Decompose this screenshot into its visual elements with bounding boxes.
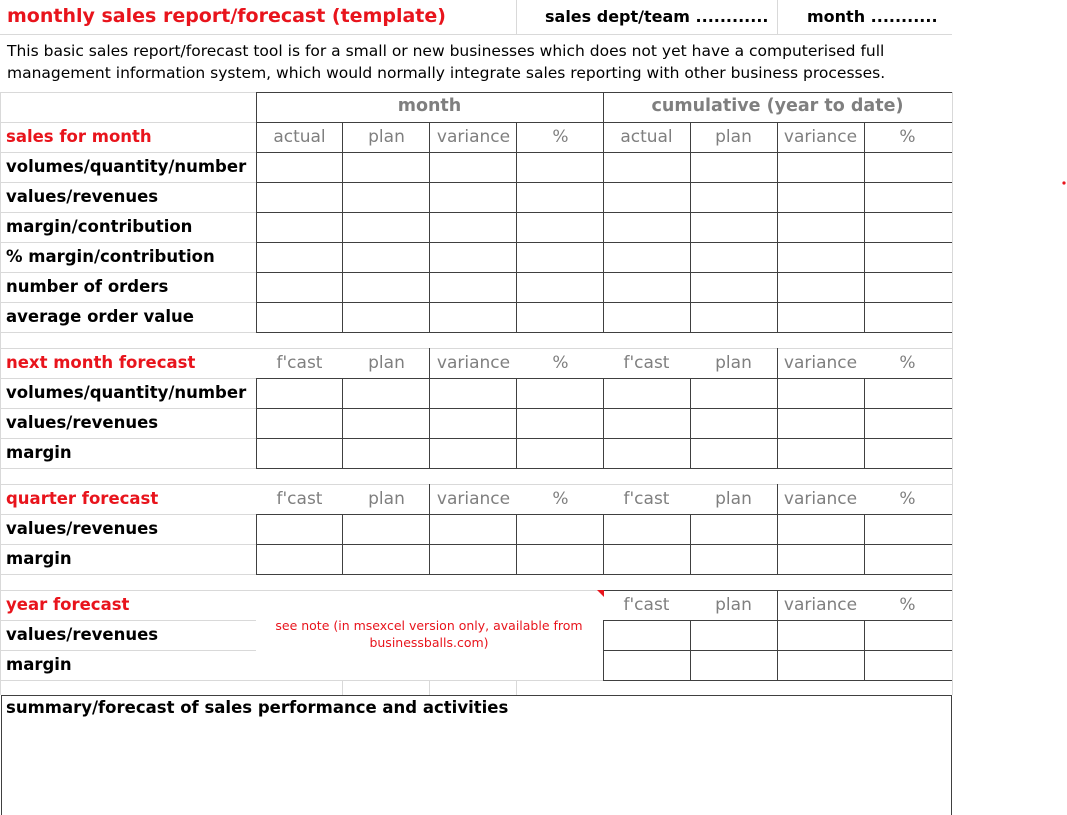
col-header: variance bbox=[783, 489, 858, 509]
row-label: values/revenues bbox=[6, 413, 159, 432]
col-header: variance bbox=[436, 127, 511, 147]
col-header: plan bbox=[715, 353, 752, 373]
section-title-year-forecast: year forecast bbox=[6, 595, 130, 614]
year-forecast-note: see note (in msexcel version only, available from businessballs.com) bbox=[275, 618, 583, 650]
col-header: actual bbox=[620, 127, 673, 147]
col-header: % bbox=[552, 127, 569, 147]
row-label: values/revenues bbox=[6, 625, 159, 644]
intro-text: This basic sales report/forecast tool is for a small or new businesses which does not yet have a computerised full management information system, which would normally integrate sales reporting with other business processes. bbox=[7, 42, 886, 82]
col-header: plan bbox=[368, 353, 405, 373]
col-header: f'cast bbox=[276, 353, 323, 373]
col-header: plan bbox=[715, 127, 752, 147]
col-header: variance bbox=[436, 489, 511, 509]
row-label: margin bbox=[6, 549, 72, 568]
row-label: margin bbox=[6, 443, 72, 462]
row-label: margin bbox=[6, 655, 72, 674]
col-header: % bbox=[899, 489, 916, 509]
col-header: % bbox=[552, 489, 569, 509]
col-header: f'cast bbox=[623, 489, 670, 509]
col-header: variance bbox=[783, 353, 858, 373]
row-label: % margin/contribution bbox=[6, 247, 215, 266]
col-header: variance bbox=[436, 353, 511, 373]
col-header: variance bbox=[783, 127, 858, 147]
section-title-quarter-forecast: quarter forecast bbox=[6, 489, 159, 508]
row-label: number of orders bbox=[6, 277, 169, 296]
row-label: margin/contribution bbox=[6, 217, 193, 236]
stray-dot bbox=[1062, 181, 1065, 184]
col-header: % bbox=[899, 595, 916, 615]
row-label: values/revenues bbox=[6, 187, 159, 206]
group-header-month: month bbox=[397, 96, 462, 116]
col-header: f'cast bbox=[623, 595, 670, 615]
col-header: plan bbox=[715, 595, 752, 615]
summary-text-area[interactable] bbox=[2, 720, 951, 814]
dept-label[interactable]: sales dept/team ............ bbox=[545, 7, 769, 26]
row-label: values/revenues bbox=[6, 519, 159, 538]
page-title: monthly sales report/forecast (template) bbox=[7, 5, 446, 27]
group-header-cumulative: cumulative (year to date) bbox=[651, 96, 904, 116]
col-header: plan bbox=[368, 127, 405, 147]
col-header: % bbox=[899, 127, 916, 147]
col-header: variance bbox=[783, 595, 858, 615]
col-header: plan bbox=[715, 489, 752, 509]
row-label: average order value bbox=[6, 307, 194, 326]
summary-title: summary/forecast of sales performance and activities bbox=[6, 698, 509, 717]
section-title-next-month-forecast: next month forecast bbox=[6, 353, 196, 372]
col-header: f'cast bbox=[276, 489, 323, 509]
row-label: volumes/quantity/number bbox=[6, 383, 247, 402]
col-header: f'cast bbox=[623, 353, 670, 373]
month-label[interactable]: month ........... bbox=[807, 7, 938, 26]
col-header: % bbox=[552, 353, 569, 373]
row-label: volumes/quantity/number bbox=[6, 157, 247, 176]
col-header: plan bbox=[368, 489, 405, 509]
section-title-sales-for-month: sales for month bbox=[6, 127, 152, 146]
col-header: % bbox=[899, 353, 916, 373]
col-header: actual bbox=[273, 127, 326, 147]
